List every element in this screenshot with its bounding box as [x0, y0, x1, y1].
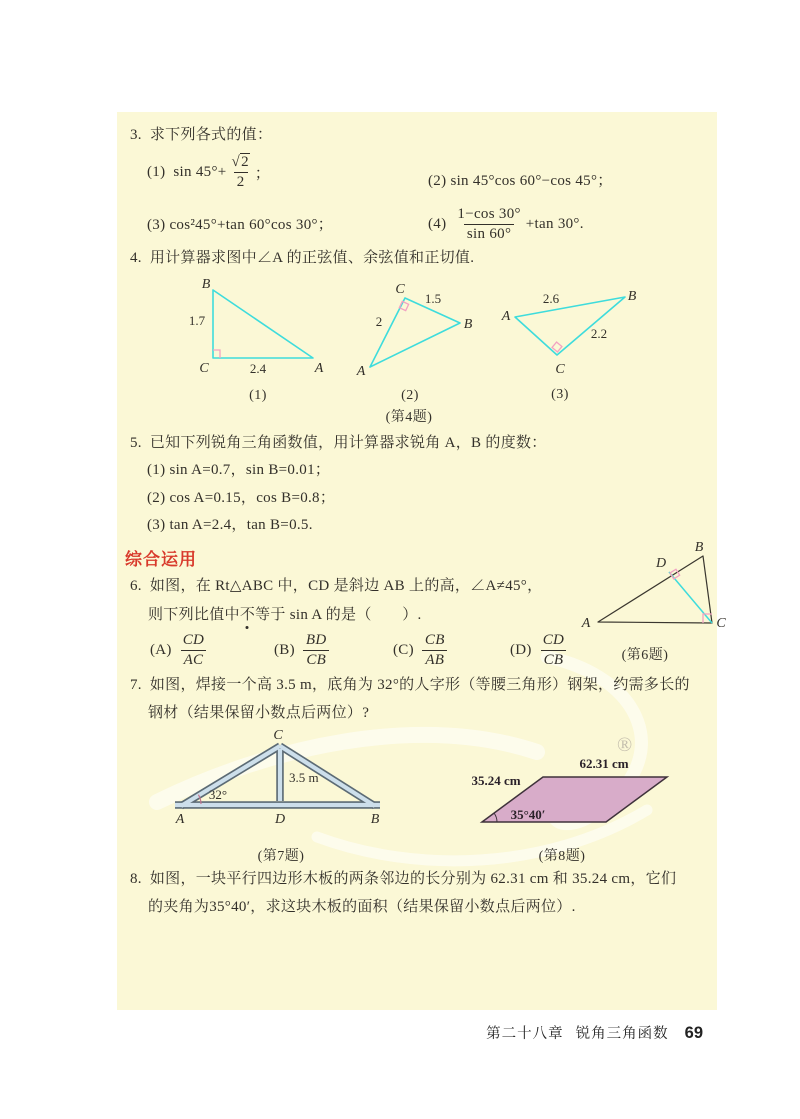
top-side-label: 62.31 cm [579, 756, 629, 771]
fraction-numerator: CD [542, 632, 565, 649]
figure-6-caption: (第6题) [621, 648, 669, 663]
problem-3-item-3: (3) cos²45°+tan 60°cos 30°； [147, 217, 334, 233]
problem-6-text: 则下列比值中 [148, 607, 240, 623]
problem-8-line-2: 的夹角为35°40′，求这块木板的面积（结果保留小数点后两位）. [148, 899, 576, 915]
footer-section-title: 锐角三角函数 [575, 1026, 669, 1042]
side-label: 2.6 [542, 291, 560, 306]
altitude-cd [669, 572, 712, 623]
vertex-label-a: A [314, 361, 324, 376]
problem-8-line-1 [130, 870, 676, 888]
problem-3-number: 3. [130, 127, 142, 143]
problem-6-text: 如图，在 Rt△ABC 中，CD 是斜边 AB 上的高，∠A≠45°， [149, 578, 543, 594]
fraction-numerator [229, 154, 253, 171]
sqrt-sign: √ [231, 154, 241, 171]
vertex-label-c: C [555, 362, 565, 377]
problem-7-line-1 [130, 676, 690, 694]
fraction-denominator: sin 60° [464, 224, 514, 242]
radicand: 2 [241, 154, 249, 171]
fraction-numerator: CB [424, 632, 445, 649]
vertex-label-a: A [501, 309, 511, 324]
vertex-label-a: A [175, 812, 185, 827]
figure-7-caption: (第7题) [257, 849, 305, 864]
problem-5-item-3: (3) tan A=2.4，tan B=0.5. [147, 517, 313, 533]
option-a [150, 626, 209, 674]
side-label: 1.7 [188, 313, 206, 328]
problem-3-title: 求下列各式的值： [149, 127, 273, 143]
problem-6-line-2 [148, 606, 422, 624]
figure-4-caption: (第4题) [385, 410, 433, 425]
vertex-label-b: B [627, 289, 637, 304]
side-label: 2.4 [249, 361, 267, 376]
problem-5-title: 已知下列锐角三角函数值，用计算器求锐角 A，B 的度数： [149, 435, 547, 451]
vertex-label-c: C [199, 361, 209, 376]
height-label: 3.5 m [289, 770, 319, 785]
problem-5-item-2: (2) cos A=0.15，cos B=0.8； [147, 490, 336, 506]
problem-3-item-4 [428, 200, 584, 248]
truss-beam-outline [175, 746, 380, 806]
right-angle-marker [213, 350, 220, 358]
problem-7-number: 7. [130, 677, 142, 693]
subfigure-caption: (3) [551, 387, 569, 402]
right-angle-marker [552, 342, 562, 352]
fraction-denominator: CB [541, 650, 567, 668]
option-label: (D) [510, 641, 532, 658]
fraction-denominator: AC [181, 650, 207, 668]
item-label: (4) [428, 215, 447, 232]
option-label: (B) [274, 641, 295, 658]
triangle-1 [213, 290, 313, 358]
problem-4-number: 4. [130, 250, 142, 266]
fraction-denominator: CB [303, 650, 329, 668]
vertex-label-d: D [655, 556, 667, 571]
fraction-numerator: BD [305, 632, 327, 649]
option-fraction [422, 632, 448, 667]
page-paper [117, 112, 726, 1010]
expression-suffix: ； [254, 165, 271, 182]
fraction [229, 154, 253, 189]
side-label: 2 [375, 314, 383, 329]
problem-6-text: 等于 sin A 的是（ ）. [255, 607, 422, 623]
vertex-label-d: D [274, 812, 286, 827]
vertex-label-b: B [370, 812, 380, 827]
angle-label: 35°40′ [510, 807, 546, 822]
registered-trademark-icon: ® [617, 734, 633, 756]
problem-7-text: 如图，焊接一个高 3.5 m，底角为 32°的人字形（等腰三角形）钢架，约需多长的 [149, 677, 690, 693]
problem-5-number: 5. [130, 435, 142, 451]
vertex-label-b: B [201, 277, 211, 292]
page-footer [486, 1022, 703, 1043]
option-fraction [180, 632, 207, 667]
problem-4-title: 用计算器求图中∠A 的正弦值、余弦值和正切值. [149, 250, 475, 266]
figure-problem-8-parallelogram [452, 748, 697, 848]
option-fraction [540, 632, 567, 667]
problem-3-prompt [130, 126, 272, 144]
vertex-label-b: B [463, 317, 473, 332]
side-label: 2.2 [590, 326, 608, 341]
vertex-label-c: C [716, 616, 726, 631]
option-label: (C) [393, 641, 414, 658]
section-header: 综合运用 [125, 550, 197, 569]
option-b [274, 626, 332, 674]
right-angle-marker [399, 301, 408, 310]
option-label: (A) [150, 641, 172, 658]
problem-7-line-2: 钢材（结果保留小数点后两位）? [148, 705, 370, 721]
problem-3-item-2: (2) sin 45°cos 60°−cos 45°； [428, 173, 613, 189]
problem-8-text: 如图，一块平行四边形木板的两条邻边的长分别为 62.31 cm 和 35.24 cm，它们 [149, 871, 677, 887]
figure-problem-6 [577, 537, 732, 637]
figure-8-caption: (第8题) [538, 849, 586, 864]
fraction [454, 206, 523, 241]
problem-6-number: 6. [130, 578, 142, 594]
option-c [393, 626, 450, 674]
fraction-numerator: 1−cos 30° [457, 206, 521, 223]
figure-problem-4 [157, 272, 687, 410]
vertex-label-a: A [356, 364, 366, 379]
option-fraction [303, 632, 330, 667]
option-d [510, 626, 569, 674]
triangle-3 [515, 297, 625, 355]
side-label: 1.5 [424, 291, 442, 306]
subfigure-caption: (1) [249, 388, 267, 403]
vertex-label-c: C [273, 728, 283, 743]
left-side-label: 35.24 cm [471, 773, 521, 788]
footer-chapter: 第二十八章 [486, 1026, 564, 1042]
angle-label: 32° [208, 787, 228, 802]
page-number: 69 [684, 1024, 703, 1042]
expression-prefix: sin 45°+ [173, 163, 227, 180]
problem-8-number: 8. [130, 871, 142, 887]
vertex-label-c: C [395, 282, 405, 297]
problem-5-prompt [130, 434, 547, 452]
problem-3-item-1 [147, 148, 270, 196]
fraction-denominator: 2 [234, 172, 248, 190]
subfigure-caption: (2) [401, 388, 419, 403]
emphasized-character: 不 [239, 607, 256, 623]
problem-5-item-1: (1) sin A=0.7，sin B=0.01； [147, 462, 331, 478]
vertex-label-a: A [581, 616, 591, 631]
problem-6-line-1 [130, 577, 542, 595]
fraction-denominator: AB [422, 650, 447, 668]
problem-4-prompt [130, 249, 474, 267]
item-label: (1) [147, 163, 166, 180]
vertex-label-b: B [694, 540, 704, 555]
expression-suffix: +tan 30°. [525, 215, 584, 232]
figure-problem-7-truss [165, 725, 400, 845]
fraction-numerator: CD [182, 632, 205, 649]
triangle-2 [370, 298, 460, 367]
